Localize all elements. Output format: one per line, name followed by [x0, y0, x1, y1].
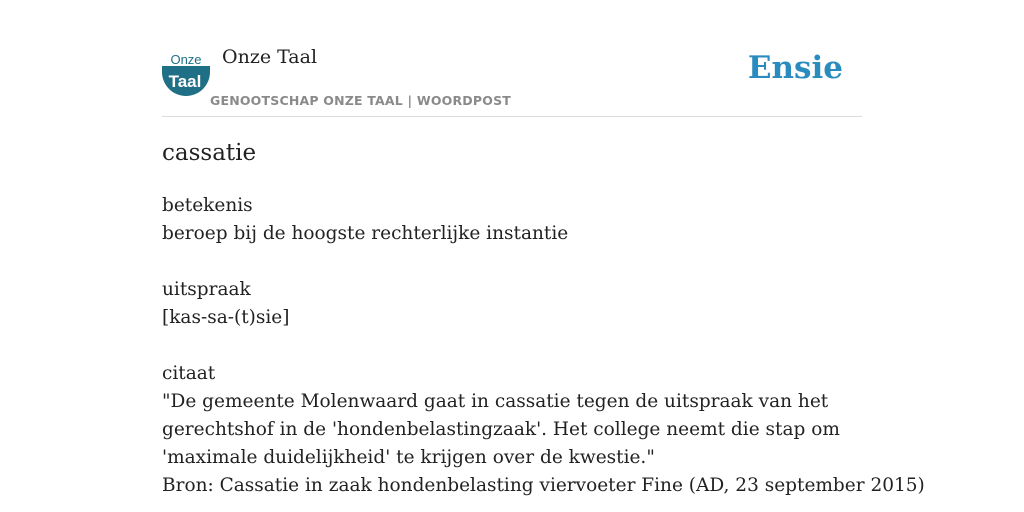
site-subtitle[interactable]: GENOOTSCHAP ONZE TAAL | WOORDPOST	[210, 93, 512, 108]
logo-text-top: Onze	[170, 52, 202, 67]
onze-taal-logo[interactable]	[162, 52, 210, 96]
site-title[interactable]: Onze Taal	[222, 46, 318, 68]
meaning-label: betekenis	[162, 195, 253, 216]
quote-line: "De gemeente Molenwaard gaat in cassatie tegen de uitspraak van het	[162, 391, 829, 412]
meaning-text: beroep bij de hoogste rechterlijke instantie	[162, 223, 569, 244]
quote-line: gerechtshof in de 'hondenbelastingzaak'. Het college neemt die stap om	[162, 419, 840, 440]
site-header	[162, 0, 862, 117]
quote-line: 'maximale duidelijkheid' te krijgen over de kwestie."	[162, 447, 655, 468]
pronunciation-text: [kas-sa-(t)sie]	[162, 307, 290, 328]
logo-text-bottom: Taal	[168, 72, 202, 91]
page	[162, 0, 925, 512]
pronunciation-label: uitspraak	[162, 279, 251, 300]
entry-title: cassatie	[162, 140, 257, 166]
quote-label: citaat	[162, 363, 216, 384]
ensie-brand-link[interactable]: Ensie	[747, 50, 843, 86]
spacer	[162, 332, 862, 360]
entry-content	[162, 192, 925, 500]
spacer	[162, 248, 862, 276]
quote-source: Bron: Cassatie in zaak hondenbelasting viervoeter Fine (AD, 23 september 2015)	[162, 475, 925, 496]
